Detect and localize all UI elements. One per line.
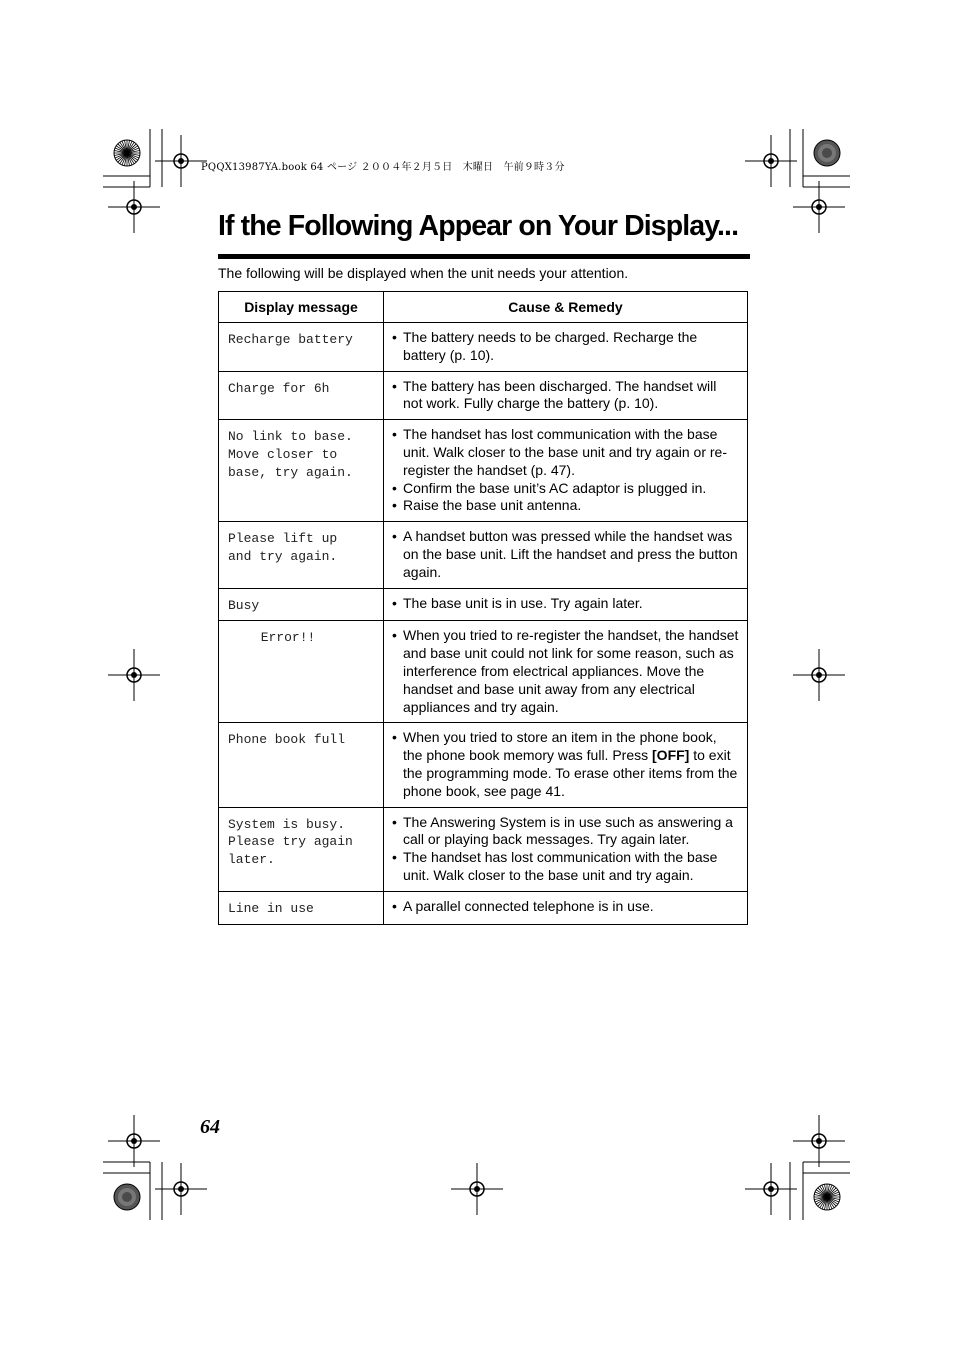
registration-mark-bottom-center	[451, 1163, 503, 1215]
table-row	[219, 522, 748, 588]
cause-remedy	[384, 588, 748, 621]
cause-remedy	[384, 522, 748, 588]
display-message: Phone book full	[219, 723, 384, 807]
cause-remedy	[384, 807, 748, 891]
cause-remedy	[384, 371, 748, 420]
remedy-item: • The handset has lost communication with the base unit. Walk closer to the base unit and try again or re-register the handset (p. 47).	[392, 426, 739, 479]
display-message: Line in use	[219, 891, 384, 924]
table-row	[219, 323, 748, 372]
remedy-item: • The base unit is in use. Try again later.	[392, 595, 739, 613]
cause-remedy	[384, 420, 748, 522]
remedy-text: to exit the programming mode. To erase other items from the phone book, see page 41.	[403, 747, 738, 799]
print-header: PQQX13987YA.book 64 ページ ２００４年２月５日 木曜日 午前９時３分	[201, 162, 565, 173]
remedy-item: • Confirm the base unit’s AC adaptor is plugged in.	[392, 480, 739, 498]
registration-mark-top-left	[155, 135, 207, 187]
table-header-row	[219, 292, 748, 323]
color-bar-dark-bottom-left	[114, 1184, 140, 1210]
display-message: No link to base. Move closer to base, try again.	[219, 420, 384, 522]
remedy-item: • The Answering System is in use such as answering a call or playing back messages. Try again later.	[392, 814, 739, 850]
table-row	[219, 723, 748, 807]
display-message: Busy	[219, 588, 384, 621]
registration-mark-left-lower	[108, 1115, 160, 1167]
remedy-item: • The battery has been discharged. The handset will not work. Fully charge the battery (p. 10).	[392, 378, 739, 414]
color-bar-dark-top-right	[814, 140, 840, 166]
registration-mark-top-right	[745, 135, 797, 187]
cause-remedy	[384, 323, 748, 372]
remedy-item: • The battery needs to be charged. Recharge the battery (p. 10).	[392, 329, 739, 365]
cause-remedy	[384, 891, 748, 924]
table-row	[219, 621, 748, 723]
cause-remedy	[384, 723, 748, 807]
table-row	[219, 807, 748, 891]
column-header-cause-remedy: Cause & Remedy	[384, 292, 748, 323]
display-message: Recharge battery	[219, 323, 384, 372]
page-number: 64	[200, 1116, 220, 1138]
remedy-item: • When you tried to re-register the handset, the handset and base unit could not link for some reason, such as interference from electrical appliances. Move the handset and base unit away from any electrical appliances and try again.	[392, 627, 739, 716]
display-messages-table	[218, 291, 748, 925]
display-message: Please lift up and try again.	[219, 522, 384, 588]
intro-text: The following will be displayed when the unit needs your attention.	[218, 265, 629, 281]
registration-mark-bottom-left	[155, 1163, 207, 1215]
cause-remedy	[384, 621, 748, 723]
registration-mark-right-middle	[793, 649, 845, 701]
remedy-item: • Raise the base unit antenna.	[392, 497, 739, 515]
remedy-item: • A parallel connected telephone is in use.	[392, 898, 739, 916]
registration-mark-right-lower	[793, 1115, 845, 1167]
table-row	[219, 371, 748, 420]
table-row	[219, 891, 748, 924]
display-message: Error!!	[219, 621, 384, 723]
page-title: If the Following Appear on Your Display...	[218, 210, 739, 242]
display-message: System is busy. Please try again later.	[219, 807, 384, 891]
off-key-label: [OFF]	[652, 747, 690, 764]
column-header-display-message: Display message	[219, 292, 384, 323]
color-bar-sunburst-top-left	[114, 140, 140, 166]
registration-mark-bottom-right	[745, 1163, 797, 1215]
registration-mark-right-upper	[793, 181, 845, 233]
remedy-item: • The handset has lost communication with the base unit. Walk closer to the base unit and try again.	[392, 849, 739, 885]
remedy-text: When you tried to store an item in the phone book, the phone book memory was full. Press	[403, 729, 717, 764]
registration-mark-left-middle	[108, 649, 160, 701]
remedy-item: • A handset button was pressed while the handset was on the base unit. Lift the handset and press the button again.	[392, 528, 739, 581]
remedy-item	[392, 729, 739, 800]
title-underline	[218, 254, 750, 259]
registration-mark-left-upper	[108, 181, 160, 233]
color-bar-sunburst-bottom-right	[814, 1184, 840, 1210]
display-message: Charge for 6h	[219, 371, 384, 420]
table-row	[219, 588, 748, 621]
table-row	[219, 420, 748, 522]
